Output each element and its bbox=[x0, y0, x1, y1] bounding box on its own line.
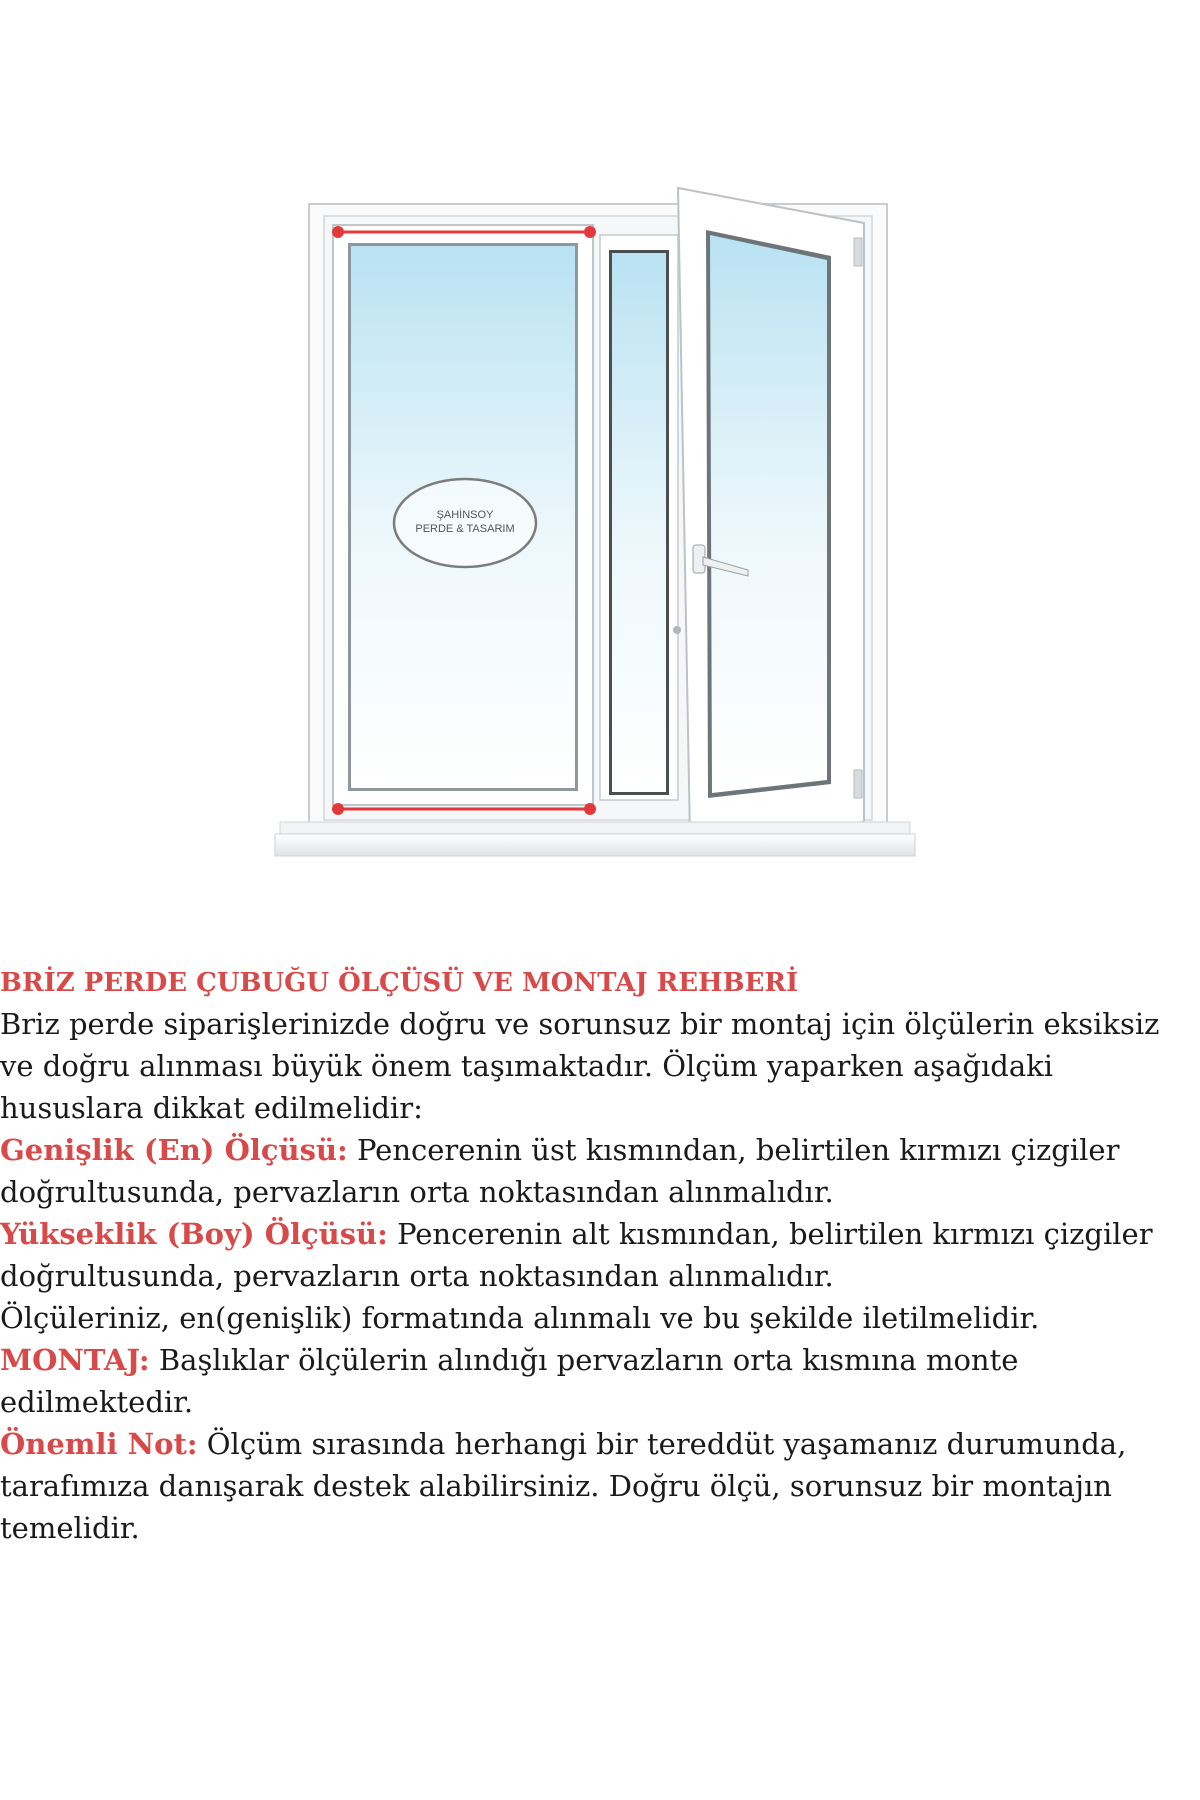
montaj-instruction bbox=[0, 1339, 1195, 1423]
montaj-label: MONTAJ: bbox=[0, 1343, 150, 1377]
guide-title: BRİZ PERDE ÇUBUĞU ÖLÇÜSÜ VE MONTAJ REHBERİ bbox=[0, 968, 799, 998]
window-opening bbox=[600, 235, 678, 800]
guide-intro: Briz perde siparişlerinizde doğru ve sorunsuz bir montaj için ölçülerin eksiksiz ve doğru alınması büyük önem taşımaktadır. Ölçüm yaparken aşağıdaki hususlara dikkat edilmelidir: bbox=[0, 1007, 1160, 1125]
height-text: Pencerenin alt kısmından, belirtilen kırmızı çizgiler doğrultusunda, pervazların orta noktasından alınmalıdır. bbox=[0, 1217, 1153, 1293]
note-text: Ölçüm sırasında herhangi bir tereddüt yaşamanız durumunda, tarafımıza danışarak destek alabilirsiniz. Doğru ölçü, sorunsuz bir montajın temelidir. bbox=[0, 1427, 1127, 1545]
width-label: Genişlik (En) Ölçüsü: bbox=[0, 1133, 348, 1167]
width-text: Pencerenin üst kısmından, belirtilen kırmızı çizgiler doğrultusunda, pervazların orta noktasından alınmalıdır. bbox=[0, 1133, 1120, 1209]
important-note bbox=[0, 1423, 1195, 1549]
window-sill bbox=[275, 822, 915, 856]
logo-line-1: ŞAHİNSOY bbox=[436, 509, 494, 521]
brand-logo bbox=[394, 479, 536, 567]
logo-line-2: PERDE & TASARIM bbox=[415, 523, 515, 535]
height-instruction bbox=[0, 1213, 1195, 1297]
width-instruction bbox=[0, 1129, 1195, 1213]
format-instruction: Ölçüleriniz, en(genişlik) formatında alınmalı ve bu şekilde iletilmelidir. bbox=[0, 1301, 1040, 1335]
montaj-text: Başlıklar ölçülerin alındığı pervazların orta kısmına monte edilmektedir. bbox=[0, 1343, 1019, 1419]
note-label: Önemli Not: bbox=[0, 1427, 198, 1461]
guide-text bbox=[0, 963, 1195, 1549]
height-label: Yükseklik (Boy) Ölçüsü: bbox=[0, 1217, 388, 1251]
open-sash bbox=[673, 188, 864, 838]
